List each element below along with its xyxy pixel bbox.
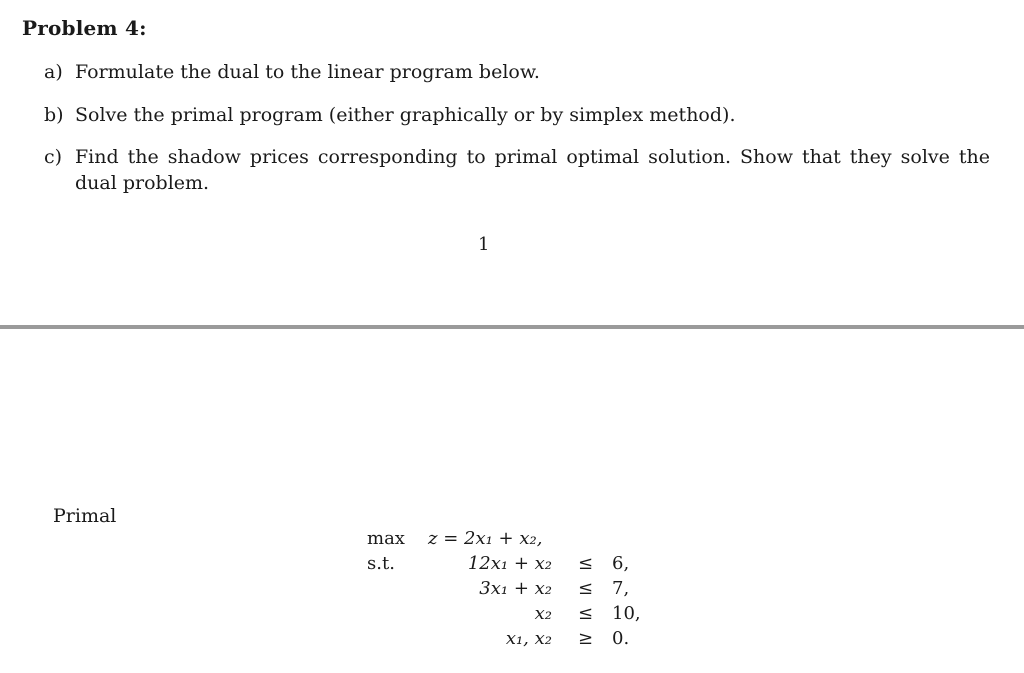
constraint-3-relation: ≤ [578,603,594,624]
constraint-1-relation: ≤ [578,553,594,574]
constraint-3-rhs: 10, [612,603,641,624]
part-b-label: b) [44,104,64,126]
primal-heading: Primal [53,505,117,527]
part-a-label: a) [44,61,63,83]
problem-title: Problem 4: [22,16,147,40]
constraints-keyword: s.t. [367,553,395,574]
part-c-label: c) [44,146,63,168]
objective-expression: z = 2x₁ + x₂, [428,528,543,549]
constraint-2-relation: ≤ [578,578,594,599]
constraint-2-rhs: 7, [612,578,630,599]
constraint-2-lhs: 3x₁ + x₂ [479,578,552,599]
constraint-4-relation: ≥ [578,628,594,649]
constraint-4-lhs: x₁, x₂ [505,628,552,649]
part-a-text: Formulate the dual to the linear program below. [75,61,540,83]
part-b-text: Solve the primal program (either graphically or by simplex method). [75,104,736,126]
constraint-3-lhs: x₂ [534,603,552,624]
page-number: 1 [478,234,490,255]
part-c-text: Find the shadow prices corresponding to primal optimal solution. Show that they solve the dual problem. [75,146,990,194]
constraint-1-rhs: 6, [612,553,630,574]
objective-keyword: max [367,528,405,549]
constraint-4-rhs: 0. [612,628,630,649]
constraint-1-lhs: 12x₁ + x₂ [467,553,552,574]
